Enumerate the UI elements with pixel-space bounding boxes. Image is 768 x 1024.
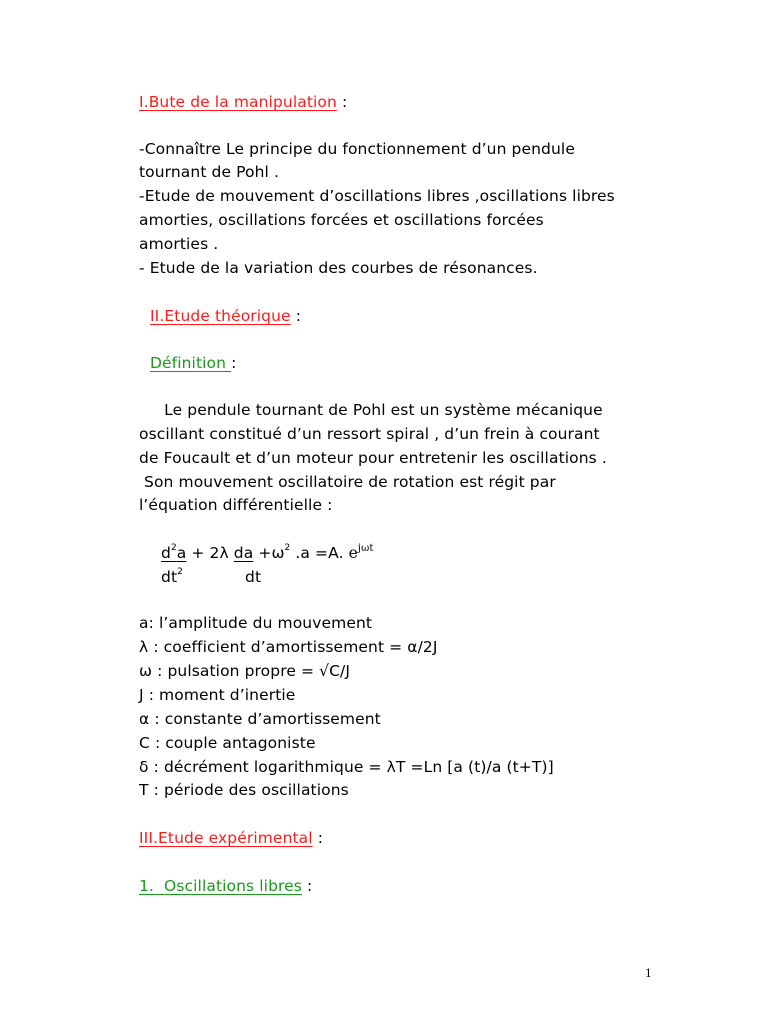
eq-d2a: $d^2a$ — [161, 542, 187, 562]
s1-line-3: -Etude de mouvement d’oscillations libres ,oscillations libres — [139, 187, 615, 205]
symbol-def-c: C : couple antagoniste — [139, 734, 316, 752]
s1-line-1: -Connaître Le principe du fonctionnement d’un pendule — [139, 140, 575, 158]
equation-denominator-1: $dt^2$ — [161, 566, 183, 586]
def-line-2: oscillant constitué d’un ressort spiral , d’un frein à courant — [139, 425, 600, 443]
symbol-def-j: J : moment d’inertie — [139, 686, 296, 704]
s1-line-2: tournant de Pohl . — [139, 163, 279, 181]
section-2-title — [150, 306, 301, 326]
def-line-5: l’équation différentielle : — [139, 496, 333, 514]
section-3-colon: : — [312, 829, 324, 847]
def-line-1: Le pendule tournant de Pohl est un système mécanique — [139, 401, 603, 419]
symbol-def-amplitude: a: l’amplitude du mouvement — [139, 614, 373, 632]
section-3-1-title — [139, 876, 312, 896]
eq-rest: .a =A. — [290, 544, 349, 562]
equation-denominator-2: dt — [245, 568, 262, 586]
section-1-title — [139, 92, 347, 112]
eq-exponential: $e^{j\omega t}$ — [348, 542, 374, 562]
section-1-heading: I.Bute de la manipulation — [139, 93, 337, 111]
section-3-1-heading: 1. Oscillations libres — [139, 877, 302, 895]
definition-title — [150, 353, 236, 373]
equation-numerator-line: $d^2a + 2\lambda$ da $+\omega^2$ .a =A. $e^{j\omega t}$ — [161, 542, 374, 562]
section-2-heading: II.Etude théorique — [150, 307, 291, 325]
s1-line-4: amorties, oscillations forcées et oscillations forcées — [139, 211, 544, 229]
symbol-def-omega: ω : pulsation propre = √C/J — [139, 662, 351, 680]
eq-plus-omega: +ω — [253, 544, 285, 562]
section-3-1-colon: : — [301, 877, 313, 895]
definition-heading: Définition — [150, 354, 232, 372]
section-1-colon: : — [336, 93, 348, 111]
section-3-title — [139, 828, 323, 848]
definition-colon: : — [231, 354, 237, 372]
s1-line-5: amorties . — [139, 235, 219, 253]
eq-plus-2lambda: + 2λ — [186, 544, 234, 562]
symbol-def-lambda: λ : coefficient d’amortissement = α/2J — [139, 638, 438, 656]
symbol-def-t: T : période des oscillations — [139, 781, 349, 799]
page-number: 1 — [645, 965, 652, 980]
section-3-heading: III.Etude expérimental — [139, 829, 313, 847]
symbol-def-alpha: α : constante d’amortissement — [139, 710, 381, 728]
symbol-def-delta: δ : décrément logarithmique = λT =Ln [a (t)/a (t+T)] — [139, 758, 554, 776]
def-line-4: Son mouvement oscillatoire de rotation est régit par — [139, 473, 556, 491]
eq-da: da — [233, 544, 254, 562]
def-line-3: de Foucault et d’un moteur pour entretenir les oscillations . — [139, 449, 607, 467]
section-2-colon: : — [290, 307, 302, 325]
s1-line-6: - Etude de la variation des courbes de résonances. — [139, 259, 538, 277]
